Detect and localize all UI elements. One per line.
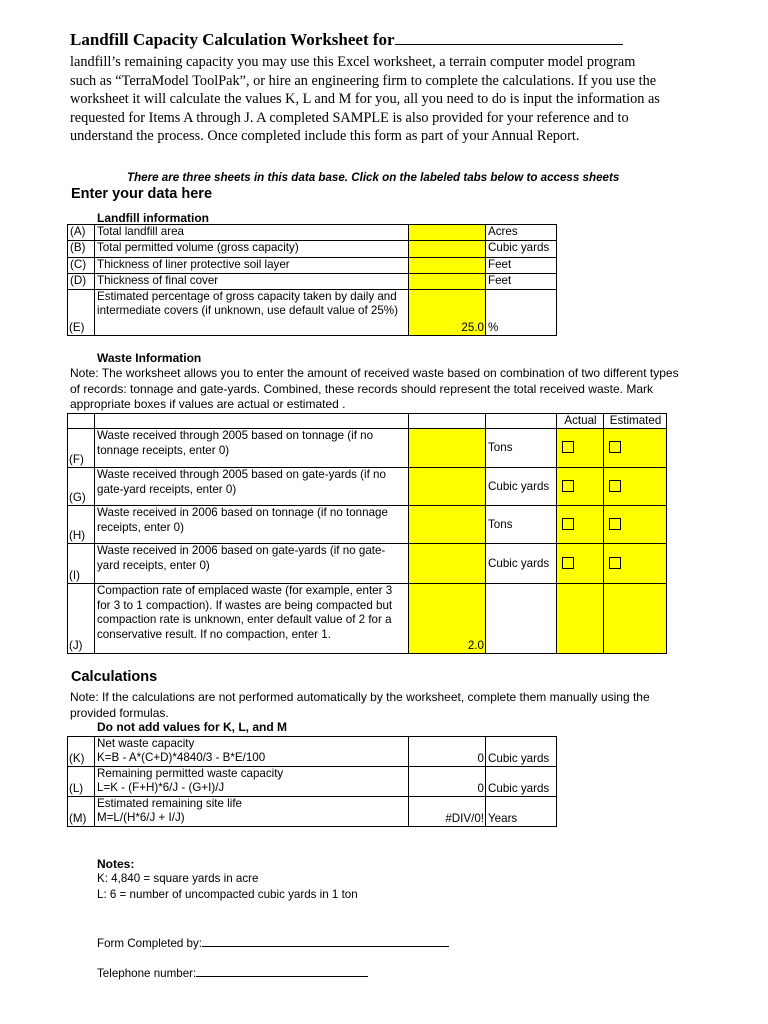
estimated-cell — [604, 544, 667, 584]
col-estimated: Estimated — [604, 414, 667, 429]
actual-checkbox[interactable] — [562, 441, 574, 453]
telephone-field[interactable] — [196, 964, 368, 977]
form-completed-by-label: Form Completed by: — [97, 937, 203, 950]
table-row — [68, 258, 557, 274]
calculations-note: Note: If the calculations are not performed automatically by the worksheet, complete them manually using the provided formulas. — [70, 690, 650, 720]
table-row — [68, 797, 557, 827]
row-code: (A) — [68, 225, 95, 241]
row-code: (J) — [68, 584, 95, 654]
row-code: (C) — [68, 258, 95, 274]
estimated-checkbox[interactable] — [609, 441, 621, 453]
tonnage-2005-input[interactable] — [409, 429, 486, 468]
table-row — [68, 225, 557, 241]
waste-info-note: Note: The worksheet allows you to enter the amount of received waste based on combination of two different types of records: tonnage and gate-yards. Combined, these records should represent the total received waste. Mark appropriate boxes if values are actual or estimated . — [70, 366, 679, 412]
table-row — [68, 468, 667, 506]
row-unit — [486, 584, 557, 654]
calc-formula: K=B - A*(C+D)*4840/3 - B*E/100 — [97, 751, 266, 765]
estimated-checkbox[interactable] — [609, 557, 621, 569]
row-label: Waste received through 2005 based on gate-yards (if no gate-yard receipts, enter 0) — [95, 468, 409, 506]
row-unit: Cubic yards — [486, 737, 557, 767]
row-unit: Tons — [486, 429, 557, 468]
waste-info-table — [67, 413, 667, 654]
row-label: Total permitted volume (gross capacity) — [95, 241, 409, 258]
row-code: (M) — [68, 797, 95, 827]
title-fill-line[interactable] — [395, 30, 623, 45]
telephone-row — [97, 964, 368, 980]
tabs-note: There are three sheets in this data base. Click on the labeled tabs below to access sheets — [127, 171, 620, 184]
col-actual: Actual — [557, 414, 604, 429]
row-unit: Cubic yards — [486, 767, 557, 797]
header-blank — [68, 414, 95, 429]
row-unit: Years — [486, 797, 557, 827]
estimated-cell — [604, 506, 667, 544]
row-code: (I) — [68, 544, 95, 584]
row-unit: Feet — [486, 274, 557, 290]
actual-checkbox[interactable] — [562, 557, 574, 569]
row-unit: % — [486, 290, 557, 336]
actual-checkbox[interactable] — [562, 480, 574, 492]
net-waste-capacity-value: 0 — [409, 737, 486, 767]
page-title — [70, 30, 623, 50]
note-l: L: 6 = number of uncompacted cubic yards in 1 ton — [97, 888, 358, 901]
form-completed-by-field[interactable] — [202, 934, 449, 947]
row-unit: Cubic yards — [486, 468, 557, 506]
row-unit: Cubic yards — [486, 241, 557, 258]
area-input[interactable] — [409, 225, 486, 241]
remaining-site-life-value: #DIV/0! — [409, 797, 486, 827]
estimated-checkbox[interactable] — [609, 480, 621, 492]
calculations-table — [67, 736, 557, 827]
enter-data-heading: Enter your data here — [71, 186, 213, 202]
volume-input[interactable] — [409, 241, 486, 258]
header-blank — [486, 414, 557, 429]
table-row — [68, 274, 557, 290]
landfill-info-heading: Landfill information — [97, 211, 209, 225]
row-label: Thickness of liner protective soil layer — [95, 258, 409, 274]
actual-cell — [557, 468, 604, 506]
table-header-row — [68, 414, 667, 429]
row-label: Waste received in 2006 based on tonnage (if no tonnage receipts, enter 0) — [95, 506, 409, 544]
title-text: Landfill Capacity Calculation Worksheet for — [70, 30, 395, 49]
calc-name: Estimated remaining site life — [97, 797, 242, 810]
actual-cell — [557, 544, 604, 584]
row-code: (B) — [68, 241, 95, 258]
row-code: (K) — [68, 737, 95, 767]
actual-cell — [557, 506, 604, 544]
row-unit: Feet — [486, 258, 557, 274]
row-unit: Cubic yards — [486, 544, 557, 584]
row-code: (D) — [68, 274, 95, 290]
row-code: (F) — [68, 429, 95, 468]
row-code: (E) — [68, 290, 95, 336]
cover-percentage-input[interactable]: 25.0 — [409, 290, 486, 336]
calc-name: Remaining permitted waste capacity — [97, 767, 284, 780]
estimated-checkbox[interactable] — [609, 518, 621, 530]
row-code: (L) — [68, 767, 95, 797]
actual-cell — [557, 429, 604, 468]
notes-heading: Notes: — [97, 857, 135, 871]
header-blank — [409, 414, 486, 429]
calculations-heading: Calculations — [71, 669, 158, 685]
formula-cell — [95, 767, 409, 797]
liner-thickness-input[interactable] — [409, 258, 486, 274]
table-row — [68, 584, 667, 654]
do-not-add-note: Do not add values for K, L, and M — [97, 720, 288, 734]
tonnage-2006-input[interactable] — [409, 506, 486, 544]
row-label: Waste received in 2006 based on gate-yards (if no gate-yard receipts, enter 0) — [95, 544, 409, 584]
telephone-label: Telephone number: — [97, 967, 197, 980]
row-label: Waste received through 2005 based on tonnage (if no tonnage receipts, enter 0) — [95, 429, 409, 468]
calc-formula: M=L/(H*6/J + I/J) — [97, 811, 185, 825]
table-row — [68, 241, 557, 258]
table-row — [68, 767, 557, 797]
row-label: Total landfill area — [95, 225, 409, 241]
compaction-rate-input[interactable]: 2.0 — [409, 584, 486, 654]
estimated-cell — [604, 429, 667, 468]
remaining-capacity-value: 0 — [409, 767, 486, 797]
calc-name: Net waste capacity — [97, 737, 195, 750]
row-unit: Tons — [486, 506, 557, 544]
note-k: K: 4,840 = square yards in acre — [97, 872, 259, 885]
estimated-cell — [604, 584, 667, 654]
actual-cell — [557, 584, 604, 654]
row-code: (H) — [68, 506, 95, 544]
form-completed-by-row — [97, 934, 449, 950]
table-row — [68, 290, 557, 336]
header-blank — [95, 414, 409, 429]
estimated-cell — [604, 468, 667, 506]
gate-yards-2006-input[interactable] — [409, 544, 486, 584]
intro-paragraph: landfill’s remaining capacity you may use this Excel worksheet, a terrain computer model program such as “TerraModel ToolPak”, or hire an engineering firm to complete the calculations. If you use the worksheet it will calculate the values K, L and M for you, all you need to do is input the information as requested for Items A through J. A completed SAMPLE is also provided for your reference and to understand the process. Once completed include this form as part of your Annual Report. — [70, 54, 660, 145]
row-label: Compaction rate of emplaced waste (for example, enter 3 for 3 to 1 compaction). If wastes are being compacted but compaction rate is unknown, enter default value of 2 for a conservative result. If no compaction, enter 1. — [95, 584, 409, 654]
table-row — [68, 429, 667, 468]
formula-cell — [95, 737, 409, 767]
formula-cell — [95, 797, 409, 827]
row-label: Estimated percentage of gross capacity taken by daily and intermediate covers (if unknown, use default value of 25%) — [95, 290, 409, 336]
row-code: (G) — [68, 468, 95, 506]
table-row — [68, 544, 667, 584]
table-row — [68, 506, 667, 544]
gate-yards-2005-input[interactable] — [409, 468, 486, 506]
calc-formula: L=K - (F+H)*6/J - (G+I)/J — [97, 781, 225, 795]
row-unit: Acres — [486, 225, 557, 241]
landfill-info-table — [67, 224, 557, 336]
table-row — [68, 737, 557, 767]
waste-info-heading: Waste Information — [97, 351, 202, 365]
cover-thickness-input[interactable] — [409, 274, 486, 290]
row-label: Thickness of final cover — [95, 274, 409, 290]
actual-checkbox[interactable] — [562, 518, 574, 530]
